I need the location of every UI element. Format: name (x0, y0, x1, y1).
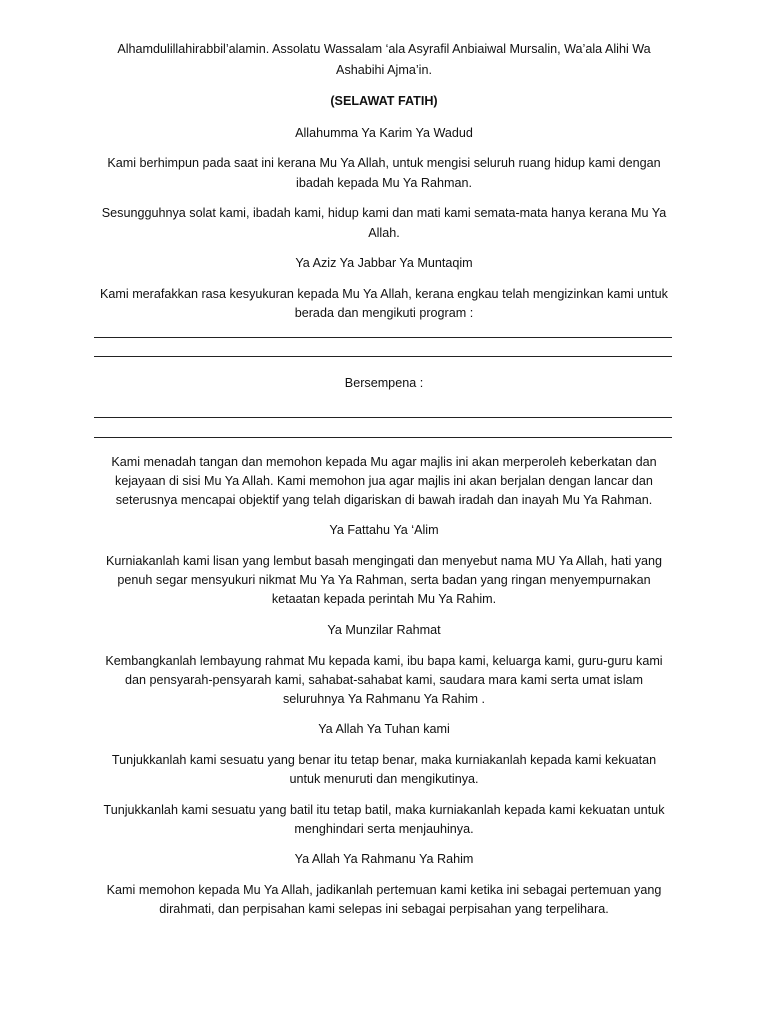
paragraph-6-line-1: Kembangkanlah lembayung rahmat Mu kepada kami, ibu bapa kami, keluarga kami, guru-guru kami (105, 654, 663, 668)
paragraph-8-line-1: Tunjukkanlah kami sesuatu yang batil itu tetap batil, maka kurniakanlah kepada kami kekuatan untuk (103, 803, 665, 817)
paragraph-1-line-1: Kami berhimpun pada saat ini kerana Mu Ya Allah, untuk mengisi seluruh ruang hidup kami dengan (107, 156, 661, 170)
paragraph-6-line-2: dan pensyarah-pensyarah kami, sahabat-sahabat kami, saudara mara kami serta umat islam (125, 673, 643, 687)
paragraph-4-line-1: Kami menadah tangan dan memohon kepada Mu agar majlis ini akan merperoleh keberkatan dan (111, 455, 657, 469)
paragraph-1-line-2: ibadah kepada Mu Ya Rahman. (296, 176, 472, 190)
invocation-3: Ya Fattahu Ya ‘Alim (329, 523, 439, 537)
paragraph-5-line-1: Kurniakanlah kami lisan yang lembut basah mengingati dan menyebut nama MU Ya Allah, hati yang (105, 554, 663, 568)
program-blank-line-2 (94, 356, 672, 357)
paragraph-4-line-2: kejayaan di sisi Mu Ya Allah. Kami memohon jua agar majlis ini akan berjalan dengan lancar dan (115, 474, 653, 488)
opening-line-2: Ashabihi Ajma’in. (336, 63, 432, 77)
paragraph-2-line-1: Sesungguhnya solat kami, ibadah kami, hidup kami dan mati kami semata-mata hanya kerana Mu Ya (101, 206, 667, 220)
paragraph-5-line-3: ketaatan kepada perintah Mu Ya Rahim. (271, 592, 497, 606)
paragraph-7-line-1: Tunjukkanlah kami sesuatu yang benar itu tetap benar, maka kurniakanlah kepada kami kekuatan (111, 753, 657, 767)
paragraph-9-line-2: dirahmati, dan perpisahan kami selepas ini sebagai perpisahan yang terpelihara. (159, 902, 609, 916)
opening-line-1: Alhamdulillahirabbil’alamin. Assolatu Wassalam ‘ala Asyrafil Anbiaiwal Mursalin, Wa’ala Alihi Wa (117, 42, 651, 56)
invocation-4: Ya Munzilar Rahmat (327, 623, 441, 637)
paragraph-4-line-3: seterusnya mencapai objektif yang telah digariskan di bawah iradah dan inayah Mu Ya Rahman. (115, 493, 653, 507)
invocation-1: Allahumma Ya Karim Ya Wadud (295, 126, 473, 140)
invocation-6: Ya Allah Ya Rahmanu Ya Rahim (294, 852, 474, 866)
bersempena-blank-line-1 (94, 417, 672, 418)
paragraph-2-line-2: Allah. (368, 226, 400, 240)
invocation-2: Ya Aziz Ya Jabbar Ya Muntaqim (295, 256, 473, 270)
paragraph-6-line-3: seluruhnya Ya Rahmanu Ya Rahim . (282, 692, 486, 706)
paragraph-3-line-2: berada dan mengikuti program : (294, 306, 474, 320)
bersempena-blank-line-2 (94, 437, 672, 438)
paragraph-3-line-1: Kami merafakkan rasa kesyukuran kepada Mu Ya Allah, kerana engkau telah mengizinkan kami untuk (100, 287, 668, 301)
paragraph-5-line-2: penuh segar mensyukuri nikmat Mu Ya Ya Rahman, serta badan yang ringan menyempurnakan (117, 573, 651, 587)
paragraph-9-line-1: Kami memohon kepada Mu Ya Allah, jadikanlah pertemuan kami ketika ini sebagai pertemuan yang (106, 883, 662, 897)
paragraph-7-line-2: untuk menuruti dan mengikutinya. (289, 772, 479, 786)
paragraph-8-line-2: menghindari serta menjauhinya. (294, 822, 474, 836)
invocation-5: Ya Allah Ya Tuhan kami (318, 722, 450, 736)
heading-selawat-fatih: (SELAWAT FATIH) (330, 94, 438, 108)
bersempena-label: Bersempena : (344, 376, 424, 390)
program-blank-line-1 (94, 337, 672, 338)
